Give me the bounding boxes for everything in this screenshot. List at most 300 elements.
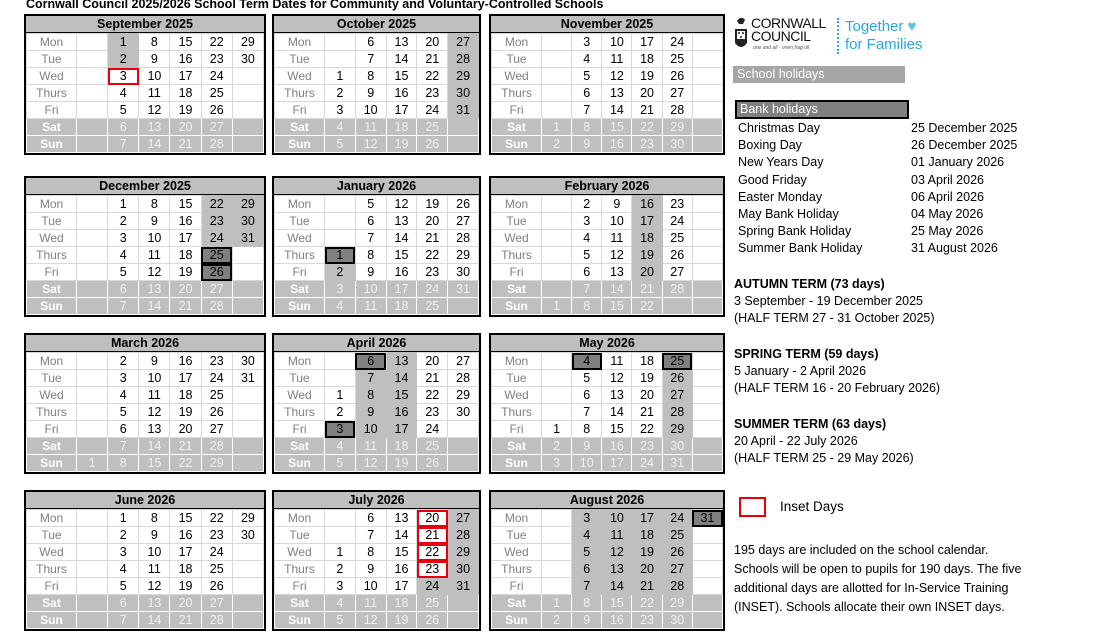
date-cell: 2 [108,353,139,370]
weekday-row [492,595,723,612]
date-cell: 15 [602,119,632,136]
weekday-row [492,68,723,85]
date-cell: 6 [572,264,602,281]
date-cell: 6 [355,510,386,527]
school-holiday-cell: 10 [602,510,632,527]
inset-legend-label: Inset Days [780,499,844,514]
date-cell: 5 [355,196,386,213]
date-cell: 24 [201,544,232,561]
date-cell: 29 [448,247,479,264]
month-title: July 2026 [274,492,479,509]
weekday-row [275,387,479,404]
weekday-row [492,438,723,455]
date-cell: 20 [417,213,448,230]
date-cell: 18 [632,51,662,68]
weekday-row [275,196,479,213]
empty-cell [232,421,263,438]
inset-day-cell: 20 [417,510,448,527]
date-cell: 20 [632,85,662,102]
date-cell: 28 [201,438,232,455]
date-cell: 21 [170,298,201,315]
month-title: May 2026 [491,335,723,352]
month-title: December 2025 [26,178,264,195]
date-cell: 7 [355,527,386,544]
date-cell: 25 [201,85,232,102]
empty-cell [542,68,572,85]
date-cell: 11 [355,438,386,455]
date-cell: 6 [108,119,139,136]
date-cell: 19 [170,102,201,119]
date-cell: 27 [201,595,232,612]
bank-holiday-date: 04 May 2026 [911,206,984,221]
bank-holiday-name: Good Friday [738,172,807,187]
date-cell: 3 [572,34,602,51]
date-cell: 26 [662,68,692,85]
weekday-row [492,85,723,102]
date-cell: 22 [201,34,232,51]
empty-cell [692,370,722,387]
date-cell: 22 [417,247,448,264]
date-cell: 25 [662,230,692,247]
date-cell: 14 [602,102,632,119]
day-label: Sat [27,281,77,298]
day-label: Sun [275,298,325,315]
date-cell: 27 [662,264,692,281]
month-title: October 2025 [274,16,479,33]
school-holiday-cell: 20 [632,561,662,578]
date-cell: 31 [232,370,263,387]
date-cell: 1 [108,196,139,213]
date-cell: 27 [662,85,692,102]
school-holiday-cell: 24 [417,578,448,595]
school-holiday-cell: 2 [325,264,356,281]
date-cell: 12 [602,68,632,85]
empty-cell [692,68,722,85]
school-holiday-cell: 17 [386,421,417,438]
date-cell: 22 [201,510,232,527]
school-holiday-cell: 28 [662,404,692,421]
empty-cell [77,370,108,387]
date-cell: 4 [572,230,602,247]
date-cell: 30 [448,404,479,421]
bank-holiday-row [738,206,1038,223]
school-holiday-cell: 22 [201,196,232,213]
date-cell: 25 [417,438,448,455]
weekday-row [492,136,723,153]
date-cell: 28 [662,281,692,298]
empty-cell [232,85,263,102]
date-cell: 21 [417,370,448,387]
weekday-row [275,68,479,85]
inset-legend-swatch [739,497,766,517]
month-calendar [24,333,266,474]
day-label: Wed [275,68,325,85]
empty-cell [542,281,572,298]
date-cell: 30 [662,438,692,455]
day-label: Tue [275,51,325,68]
school-holiday-cell: 24 [201,230,232,247]
bank-holiday-date: 31 August 2026 [911,241,998,256]
date-cell: 11 [139,387,170,404]
date-cell: 24 [201,370,232,387]
date-cell: 1 [77,455,108,472]
weekday-row [275,404,479,421]
empty-cell [232,387,263,404]
school-holiday-cell: 16 [386,404,417,421]
date-cell: 7 [108,612,139,629]
empty-cell [77,213,108,230]
date-cell: 23 [201,353,232,370]
date-cell: 1 [542,298,572,315]
empty-cell [77,51,108,68]
date-cell: 12 [139,404,170,421]
date-cell: 22 [417,387,448,404]
school-holiday-cell: 28 [448,51,479,68]
date-cell: 12 [139,264,170,281]
empty-cell [692,421,722,438]
date-cell: 13 [386,34,417,51]
cornwall-council-logo [733,15,923,59]
summer-term: SUMMER TERM (63 days) 20 April - 22 July 2026 (HALF TERM 25 - 29 May 2026) [734,417,914,465]
date-cell: 2 [542,136,572,153]
empty-cell [692,387,722,404]
date-cell: 10 [139,544,170,561]
date-cell: 8 [139,34,170,51]
day-label: Sat [275,281,325,298]
empty-cell [542,85,572,102]
date-cell: 16 [386,264,417,281]
empty-cell [77,264,108,281]
day-label: Thurs [492,561,542,578]
date-cell: 19 [417,196,448,213]
day-label: Wed [275,544,325,561]
weekday-row [27,85,264,102]
weekday-row [275,561,479,578]
bank-holiday-name: Easter Monday [738,189,823,204]
month-calendar [272,333,481,474]
day-label: Tue [492,213,542,230]
weekday-row [275,612,479,629]
date-cell: 23 [632,136,662,153]
bank-holiday-row [738,137,1038,154]
date-cell: 9 [572,136,602,153]
empty-cell [448,119,479,136]
date-cell: 3 [325,578,356,595]
month-calendar [24,490,266,631]
date-cell: 18 [170,387,201,404]
date-cell: 17 [170,544,201,561]
bank-holiday-name: May Bank Holiday [738,206,839,221]
weekday-row [275,370,479,387]
date-cell: 5 [572,247,602,264]
date-cell: 20 [417,34,448,51]
date-cell: 1 [542,595,572,612]
weekday-row [27,51,264,68]
date-cell: 26 [417,455,448,472]
date-cell: 26 [448,196,479,213]
empty-cell [77,438,108,455]
school-holiday-cell: 29 [232,196,263,213]
empty-cell [542,561,572,578]
month-calendar [489,14,725,155]
date-cell: 6 [108,281,139,298]
date-cell: 13 [139,421,170,438]
crest-icon [733,15,749,55]
empty-cell [692,281,722,298]
school-holiday-cell: 25 [662,527,692,544]
school-holiday-cell: 23 [201,213,232,230]
date-cell: 23 [417,85,448,102]
date-cell: 28 [448,230,479,247]
day-label: Thurs [27,85,77,102]
weekday-row [492,561,723,578]
weekday-row [492,421,723,438]
date-cell: 18 [386,438,417,455]
weekday-row [275,298,479,315]
date-cell: 26 [417,612,448,629]
date-cell: 23 [632,438,662,455]
date-cell: 10 [602,34,632,51]
date-cell: 2 [108,213,139,230]
date-cell: 5 [325,455,356,472]
date-cell: 25 [201,561,232,578]
bank-holiday-row [738,172,1038,189]
weekday-row [27,230,264,247]
date-cell: 30 [662,136,692,153]
empty-cell [448,136,479,153]
school-holiday-cell: 3 [572,510,602,527]
date-cell: 21 [632,281,662,298]
school-holiday-cell: 15 [386,387,417,404]
school-holiday-cell: 7 [572,578,602,595]
school-holiday-cell: 10 [355,421,386,438]
weekday-row [27,612,264,629]
date-cell: 13 [139,595,170,612]
day-label: Mon [492,34,542,51]
date-cell: 5 [325,612,356,629]
date-cell: 23 [417,264,448,281]
empty-cell [542,230,572,247]
month-calendar [272,14,481,155]
day-label: Wed [492,387,542,404]
month-title: September 2025 [26,16,264,33]
empty-cell [542,213,572,230]
date-cell: 2 [542,438,572,455]
date-cell: 18 [386,595,417,612]
date-cell: 9 [139,213,170,230]
heart-icon: ♥ [907,18,917,35]
month-title: February 2026 [491,178,723,195]
weekday-row [492,510,723,527]
date-cell: 6 [355,213,386,230]
empty-cell [692,196,722,213]
empty-cell [77,561,108,578]
weekday-row [492,281,723,298]
weekday-row [275,544,479,561]
date-cell: 26 [201,102,232,119]
date-cell: 11 [355,298,386,315]
empty-cell [232,264,263,281]
day-label: Sun [275,612,325,629]
empty-cell [692,34,722,51]
date-cell: 3 [108,230,139,247]
day-label: Mon [492,510,542,527]
weekday-row [27,404,264,421]
weekday-row [275,421,479,438]
empty-cell [77,68,108,85]
date-cell: 6 [108,595,139,612]
school-holiday-cell: 24 [662,510,692,527]
day-label: Tue [275,370,325,387]
weekday-row [492,102,723,119]
empty-cell [542,51,572,68]
date-cell: 18 [170,85,201,102]
date-cell: 7 [108,298,139,315]
weekday-row [27,68,264,85]
date-cell: 30 [232,527,263,544]
empty-cell [448,612,479,629]
day-label: Sat [27,438,77,455]
date-cell: 12 [602,247,632,264]
date-cell: 7 [572,404,602,421]
weekday-row [275,455,479,472]
empty-cell [692,404,722,421]
legend-school-holidays: School holidays [733,66,905,83]
day-label: Sun [492,455,542,472]
date-cell: 9 [602,196,632,213]
school-holiday-cell: 6 [572,561,602,578]
date-cell: 26 [201,578,232,595]
day-label: Sun [27,612,77,629]
date-cell: 22 [632,119,662,136]
empty-cell [232,455,263,472]
weekday-row [492,298,723,315]
month-calendar [489,176,725,317]
weekday-row [27,370,264,387]
school-holiday-cell: 31 [448,102,479,119]
empty-cell [692,247,722,264]
date-cell: 21 [632,404,662,421]
date-cell: 14 [139,136,170,153]
school-holiday-cell: 29 [448,68,479,85]
weekday-row [492,387,723,404]
weekday-row [275,247,479,264]
date-cell: 16 [602,136,632,153]
date-cell: 14 [386,230,417,247]
empty-cell [692,578,722,595]
date-cell: 17 [170,370,201,387]
weekday-row [492,119,723,136]
weekday-row [27,438,264,455]
empty-cell [692,264,722,281]
school-holiday-cell: 27 [662,561,692,578]
empty-cell [77,578,108,595]
weekday-row [492,51,723,68]
day-label: Sat [275,595,325,612]
date-cell: 16 [170,51,201,68]
date-cell: 6 [572,85,602,102]
day-label: Wed [27,230,77,247]
day-label: Tue [27,51,77,68]
date-cell: 25 [417,119,448,136]
day-label: Thurs [492,247,542,264]
school-holiday-cell: 4 [572,527,602,544]
empty-cell [692,438,722,455]
date-cell: 24 [417,281,448,298]
day-label: Mon [27,196,77,213]
school-holiday-cell: 18 [632,527,662,544]
date-cell: 4 [108,85,139,102]
weekday-row [275,281,479,298]
date-cell: 15 [170,196,201,213]
empty-cell [325,213,356,230]
empty-cell [542,353,572,370]
weekday-row [492,213,723,230]
school-holiday-cell: 27 [662,387,692,404]
empty-cell [325,353,356,370]
date-cell: 2 [542,612,572,629]
day-label: Wed [27,387,77,404]
bank-holiday-name: Boxing Day [738,138,802,153]
date-cell: 26 [662,247,692,264]
empty-cell [692,544,722,561]
month-calendar [489,333,725,474]
bank-holiday-date: 25 May 2026 [911,224,984,239]
weekday-row [27,510,264,527]
empty-cell [232,404,263,421]
weekday-row [275,510,479,527]
date-cell: 26 [417,136,448,153]
day-label: Tue [492,527,542,544]
weekday-row [492,612,723,629]
weekday-row [492,544,723,561]
date-cell: 3 [325,281,356,298]
weekday-row [27,595,264,612]
bank-holiday-name: Summer Bank Holiday [738,241,863,256]
bank-holiday-cell: 31 [692,510,722,527]
month-title: March 2026 [26,335,264,352]
empty-cell [232,119,263,136]
date-cell: 4 [108,561,139,578]
empty-cell [692,353,722,370]
school-holiday-cell: 9 [355,404,386,421]
date-cell: 18 [386,119,417,136]
date-cell: 18 [170,247,201,264]
date-cell: 15 [139,455,170,472]
date-cell: 17 [386,281,417,298]
day-label: Fri [275,578,325,595]
weekday-row [275,34,479,51]
date-cell: 12 [602,370,632,387]
day-label: Sat [275,119,325,136]
date-cell: 24 [662,34,692,51]
empty-cell [692,230,722,247]
date-cell: 10 [139,68,170,85]
day-label: Tue [492,51,542,68]
month-calendar [489,490,725,631]
day-label: Sat [492,281,542,298]
bank-holiday-cell: 3 [325,421,356,438]
day-label: Sat [492,438,542,455]
empty-cell [325,370,356,387]
date-cell: 25 [201,387,232,404]
date-cell: 30 [448,264,479,281]
date-cell: 14 [602,281,632,298]
date-cell: 29 [662,119,692,136]
school-holiday-cell: 13 [386,353,417,370]
bank-holiday-cell: 6 [355,353,386,370]
date-cell: 15 [170,34,201,51]
